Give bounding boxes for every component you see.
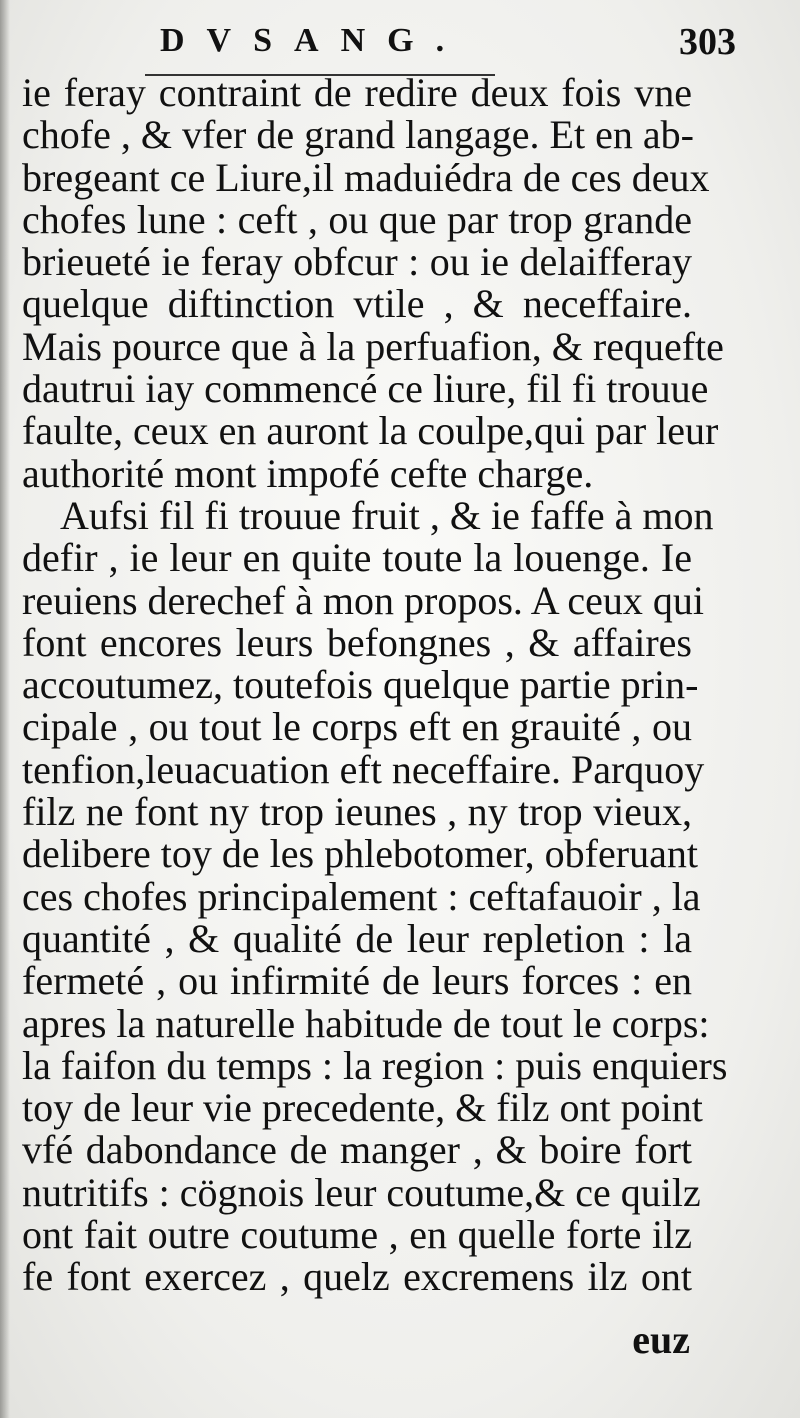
text-line: quantité , & qualité de leur repletion : la xyxy=(22,915,692,961)
text-line: chofes lune : ceft , ou que par trop grande xyxy=(22,196,692,242)
text-line: Aufsi fil fi trouue fruit , & ie faffe à mon xyxy=(60,492,714,538)
text-line: defir , ie leur en quite toute la louenge. Ie xyxy=(22,535,692,581)
page-number: 303 xyxy=(679,21,736,63)
running-title: DVSANG. xyxy=(160,22,467,59)
text-line: ont fait outre coutume , en quelle forte ilz xyxy=(22,1212,692,1258)
text-line: brieueté ie feray obfcur : ou ie delaifferay xyxy=(22,239,692,285)
text-line: fe font exercez , quelz excremens ilz ont xyxy=(22,1254,692,1300)
text-line: cipale , ou tout le corps eft en grauité , ou xyxy=(22,704,692,750)
text-line: apres la naturelle habitude de tout le corps: xyxy=(22,1000,710,1046)
text-line: accoutumez, toutefois quelque partie prin- xyxy=(22,662,699,708)
text-line: dautrui iay commencé ce liure, fil fi trouue xyxy=(22,366,709,412)
text-line: nutritifs : cögnois leur coutume,& ce quilz xyxy=(22,1169,701,1215)
text-line: chofe , & vfer de grand langage. Et en ab- xyxy=(22,112,694,158)
text-line: toy de leur vie precedente, & filz ont point xyxy=(22,1085,703,1131)
text-line: Mais pource que à la perfuafion, & requefte xyxy=(22,323,724,369)
text-line: tenfion,leuacuation eft neceffaire. Parquoy xyxy=(22,746,705,792)
text-line: delibere toy de les phlebotomer, obferuant xyxy=(22,831,698,877)
text-line: reuiens derechef à mon propos. A ceux qui xyxy=(22,577,705,623)
text-line: vfé dabondance de manger , & boire fort xyxy=(22,1127,692,1173)
text-line: font encores leurs befongnes , & affaires xyxy=(22,619,692,665)
text-line: ie feray contraint de redire deux fois vne xyxy=(22,70,692,115)
text-line: faulte, ceux en auront la coulpe,qui par leur xyxy=(22,408,719,454)
text-line: quelque diftinction vtile , & neceffaire. xyxy=(22,281,692,327)
text-line: authorité mont impofé cefte charge. xyxy=(22,450,594,496)
page-edge-shadow xyxy=(0,0,10,1418)
catchword: euz xyxy=(632,1317,690,1362)
body-text xyxy=(22,70,728,1300)
text-line: filz ne font ny trop ieunes , ny trop vieux, xyxy=(22,789,692,835)
text-line: bregeant ce Liure,il maduiédra de ces deux xyxy=(22,154,710,200)
text-line: la faifon du temps : la region : puis enquiers xyxy=(22,1042,728,1088)
text-line: fermeté , ou infirmité de leurs forces : en xyxy=(22,958,692,1004)
text-line: ces chofes principalement : ceftafauoir , la xyxy=(22,873,701,919)
page-header xyxy=(0,18,800,68)
